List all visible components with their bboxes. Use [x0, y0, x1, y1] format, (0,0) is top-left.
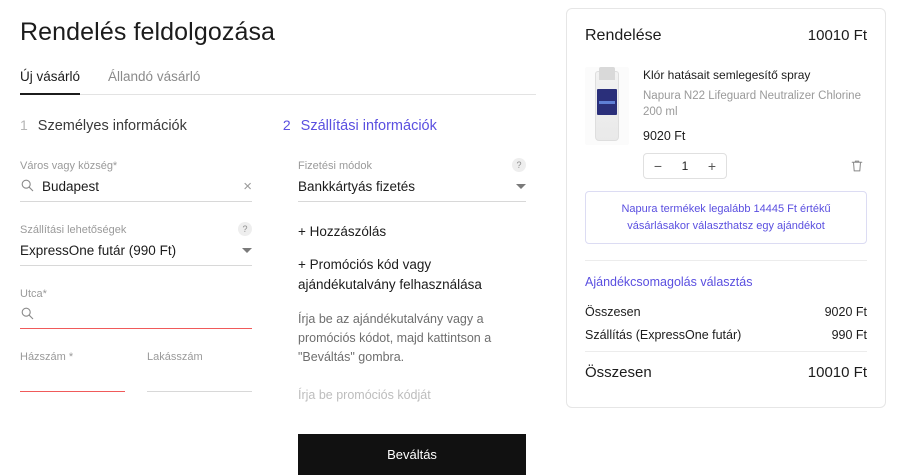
street-field: [20, 288, 252, 329]
summary-total-label: Összesen: [585, 364, 652, 382]
form-column-right: [298, 160, 526, 475]
apartment-number-label: Lakásszám: [147, 351, 203, 363]
redeem-button[interactable]: Beváltás: [298, 434, 526, 475]
summary-total-row: [585, 351, 867, 381]
summary-total-value: 10010 Ft: [807, 364, 867, 382]
search-icon: [21, 179, 34, 192]
step-1-number: 1: [20, 117, 28, 133]
apartment-number-input[interactable]: [147, 370, 252, 392]
form-column-left: [20, 160, 252, 475]
shipping-options-field: [20, 224, 252, 266]
payment-method-select[interactable]: [298, 179, 526, 202]
quantity-stepper[interactable]: [643, 153, 727, 179]
cart-item: [585, 67, 867, 179]
quantity-decrease-button[interactable]: −: [653, 158, 663, 175]
form-columns: [20, 160, 536, 475]
shipping-options-select[interactable]: [20, 243, 252, 266]
address-numbers-row: [20, 351, 252, 410]
summary-line-shipping-value: 990 Ft: [831, 328, 867, 343]
gift-wrapping-link[interactable]: Ajándékcsomagolás választás: [585, 275, 753, 290]
step-2-label: Szállítási információk: [300, 118, 437, 134]
gift-promotion-note: Napura termékek legalább 14445 Ft értékű vásárlásakor választhatsz egy ajándékot: [585, 191, 867, 244]
house-number-input[interactable]: [20, 370, 125, 392]
product-subtitle: Napura N22 Lifeguard Neutralizer Chlorine 200 ml: [643, 90, 861, 119]
city-label: Város vagy község*: [20, 160, 118, 172]
product-name: Klór hatásait semlegesítő spray: [643, 68, 811, 82]
payment-help-icon[interactable]: ?: [512, 158, 526, 172]
house-number-field: [20, 351, 125, 392]
product-image: [585, 67, 629, 145]
city-field: [20, 160, 252, 202]
product-info: [643, 67, 867, 179]
payment-method-label: Fizetési módok: [298, 160, 372, 172]
step-1-label: Személyes információk: [37, 118, 187, 134]
bottle-label-shape: [597, 89, 617, 115]
summary-line-shipping: [585, 328, 867, 342]
payment-method-value: Bankkártyás fizetés: [298, 179, 416, 194]
add-comment-toggle[interactable]: + Hozzászólás: [298, 224, 387, 239]
shipping-options-label: Szállítási lehetőségek: [20, 224, 127, 236]
summary-divider: [585, 260, 867, 261]
summary-line-shipping-label: Szállítás (ExpressOne futár): [585, 328, 742, 343]
city-input[interactable]: [20, 179, 252, 202]
street-input[interactable]: [20, 307, 252, 329]
tab-returning-customer[interactable]: Állandó vásárló: [108, 69, 201, 84]
quantity-row: [643, 153, 867, 179]
page-title: Rendelés feldolgozása: [20, 18, 276, 46]
chevron-down-icon[interactable]: [516, 184, 526, 189]
promo-code-input[interactable]: Írja be promóciós kódját: [298, 388, 431, 403]
step-shipping-information[interactable]: [283, 117, 437, 134]
search-icon: [21, 307, 34, 320]
trash-icon[interactable]: [849, 158, 865, 174]
summary-line-subtotal-value: 9020 Ft: [824, 305, 867, 320]
city-clear-icon[interactable]: ×: [243, 178, 252, 195]
quantity-value: 1: [681, 159, 689, 174]
order-summary-title: Rendelése: [585, 27, 662, 44]
order-summary-header-total: 10010 Ft: [807, 27, 867, 44]
customer-type-tabs: [20, 69, 536, 95]
checkout-steps: [20, 117, 536, 134]
summary-line-subtotal-label: Összesen: [585, 305, 641, 320]
order-summary-header: [585, 27, 867, 45]
quantity-increase-button[interactable]: +: [707, 158, 717, 175]
promo-code-toggle[interactable]: + Promóciós kód vagy ajándékutalvány felhasználása: [298, 257, 482, 292]
apartment-number-field: [147, 351, 252, 392]
street-label: Utca*: [20, 288, 47, 300]
payment-method-field: [298, 160, 526, 202]
city-value: Budapest: [42, 179, 100, 194]
bottle-cap-shape: [599, 67, 615, 80]
house-number-label: Házszám *: [20, 351, 74, 363]
chevron-down-icon[interactable]: [242, 248, 252, 253]
shipping-help-icon[interactable]: ?: [238, 222, 252, 236]
product-price: 9020 Ft: [643, 129, 686, 144]
step-personal-information[interactable]: [20, 117, 187, 134]
order-summary-card: [566, 8, 886, 408]
step-2-number: 2: [282, 117, 291, 133]
tab-new-customer[interactable]: Új vásárló: [20, 69, 80, 95]
summary-line-subtotal: [585, 305, 867, 319]
promo-instructions: Írja be az ajándékutalvány vagy a promóciós kódot, majd kattintson a "Beváltás" gombra.: [298, 312, 492, 364]
shipping-options-value: ExpressOne futár (990 Ft): [20, 243, 177, 258]
